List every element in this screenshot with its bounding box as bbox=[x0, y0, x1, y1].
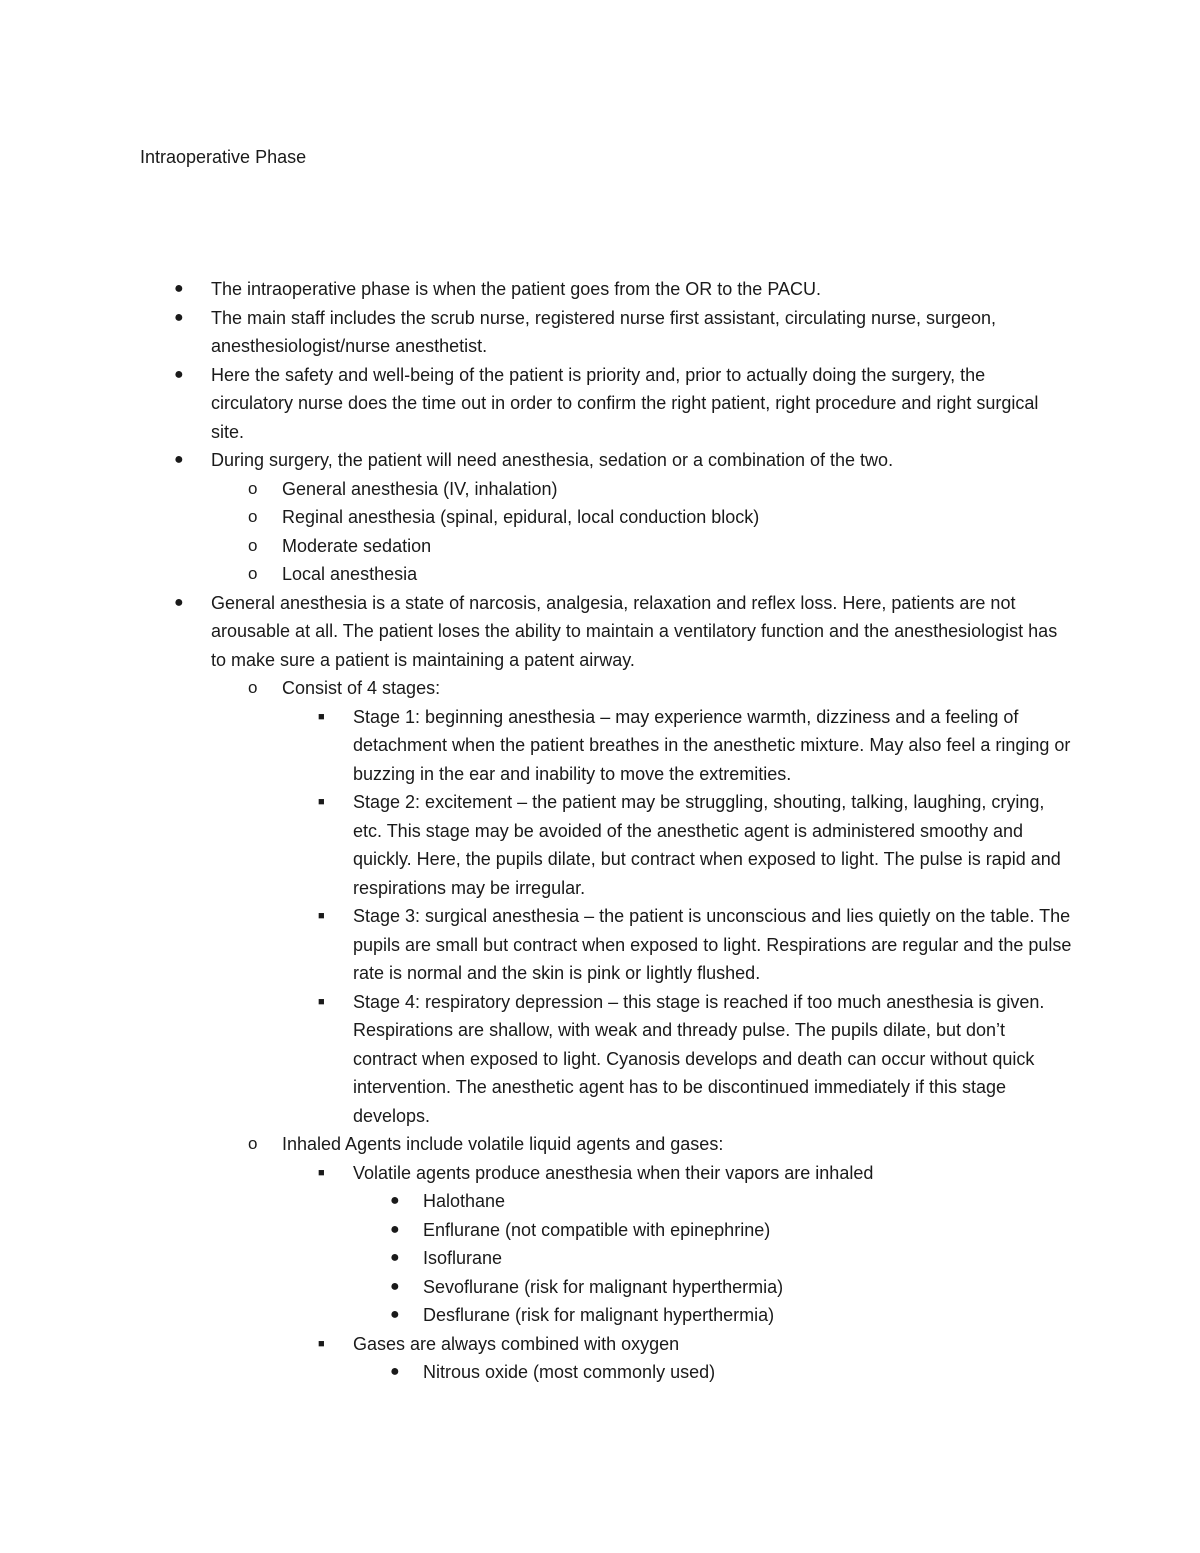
circle-bullet-icon: o bbox=[248, 1134, 258, 1153]
list-item bbox=[0, 902, 1073, 988]
general-anesthesia-sublist bbox=[0, 674, 1072, 1387]
list-item bbox=[0, 1273, 1073, 1302]
bullet-icon: ● bbox=[390, 1306, 400, 1323]
inhaled-agents-list bbox=[0, 1159, 1000, 1387]
list-item bbox=[0, 788, 1073, 902]
list-item bbox=[0, 503, 1072, 532]
square-bullet-icon: ■ bbox=[318, 1166, 325, 1179]
list-item bbox=[0, 1130, 1072, 1387]
bullet-icon: ● bbox=[390, 1192, 400, 1209]
bullet-icon: ● bbox=[174, 308, 184, 326]
list-item-text: Moderate sedation bbox=[282, 535, 432, 556]
document-title: Intraoperative Phase bbox=[140, 147, 307, 167]
list-item bbox=[0, 1216, 1073, 1245]
circle-bullet-icon: o bbox=[248, 507, 258, 526]
square-bullet-icon: ■ bbox=[318, 796, 325, 808]
circle-bullet-icon: o bbox=[248, 478, 258, 498]
circle-bullet-icon: o bbox=[248, 678, 258, 697]
list-item-text: During surgery, the patient will need anesthesia, sedation or a combination of the two. bbox=[211, 450, 894, 470]
gases-heading: Gases are always combined with oxygen bbox=[353, 1333, 680, 1354]
list-item-text: Desflurane (risk for malignant hyperthermia) bbox=[423, 1305, 775, 1325]
list-item bbox=[0, 1301, 1073, 1330]
stages-list bbox=[0, 703, 1072, 1131]
list-item bbox=[0, 674, 1072, 1130]
list-item-text: Stage 4: respiratory depression – this stage is reached if too much anesthesia is given. Respirations are shallow, with weak and thready pulse. The pupils dilate, but don’t contract when exposed to light. Cyanosis develops and death can occur without quick intervention. The anesthetic agent has to be discontinued immediately if this stage develops. bbox=[353, 991, 1045, 1126]
list-item bbox=[0, 1244, 1073, 1273]
list-item-text: Stage 2: excitement – the patient may be struggling, shouting, talking, laughing, crying, etc. This stage may be avoided of the anesthetic agent is administered smoothy and quickly. Here, the pupils dilate, but contract when exposed to light. The pulse is rapid and respirations may be irregular. bbox=[353, 792, 1061, 898]
main-bullet-list bbox=[0, 275, 1200, 1387]
bullet-icon: ● bbox=[174, 593, 184, 611]
bullet-icon: ● bbox=[390, 1249, 400, 1266]
bullet-icon: ● bbox=[174, 365, 184, 383]
bullet-icon: ● bbox=[174, 280, 184, 297]
list-item-text: General anesthesia (IV, inhalation) bbox=[282, 478, 558, 499]
list-item bbox=[0, 304, 1071, 361]
list-item bbox=[0, 361, 1071, 447]
bullet-icon: ● bbox=[390, 1220, 400, 1238]
circle-bullet-icon: o bbox=[248, 535, 258, 555]
list-item bbox=[0, 988, 1073, 1131]
square-bullet-icon: ■ bbox=[318, 910, 325, 922]
list-item bbox=[0, 446, 1071, 589]
list-item-text: Isoflurane bbox=[423, 1248, 503, 1268]
list-item-text: General anesthesia is a state of narcosis, analgesia, relaxation and reflex loss. Here, patients are not arousable at all. The patient loses the ability to maintain a ventilatory function and the anesthesiologist has to make sure a patient is maintaining a patent airway. bbox=[211, 592, 1058, 670]
square-bullet-icon: ■ bbox=[318, 710, 325, 723]
list-item-text: Nitrous oxide (most commonly used) bbox=[423, 1362, 716, 1382]
list-item-text: Enflurane (not compatible with epinephrine) bbox=[423, 1219, 771, 1240]
list-item-text: Stage 1: beginning anesthesia – may experience warmth, dizziness and a feeling of detachment when the patient breathes in the anesthetic mixture. May also feel a ringing or buzzing in the ear and inability to move the extremities. bbox=[353, 706, 1071, 784]
list-item-text: Reginal anesthesia (spinal, epidural, local conduction block) bbox=[282, 507, 760, 527]
list-item bbox=[0, 475, 1072, 504]
bullet-icon: ● bbox=[390, 1277, 400, 1295]
list-item-text: Halothane bbox=[423, 1191, 506, 1211]
document-body bbox=[0, 275, 1200, 1387]
list-item bbox=[0, 1187, 1073, 1216]
gases-list bbox=[0, 1358, 1000, 1387]
list-item bbox=[0, 532, 1072, 561]
list-item bbox=[0, 1159, 1073, 1330]
anesthesia-types-list bbox=[0, 475, 1000, 589]
list-item bbox=[0, 560, 1072, 589]
bullet-icon: ● bbox=[174, 451, 184, 468]
list-item-text: The main staff includes the scrub nurse, registered nurse first assistant, circulating nurse, surgeon, anesthesiologist/nurse anesthetist. bbox=[211, 307, 997, 356]
square-bullet-icon: ■ bbox=[318, 995, 325, 1008]
list-item bbox=[0, 275, 1071, 304]
list-item-text: Here the safety and well-being of the patient is priority and, prior to actually doing the surgery, the circulatory nurse does the time out in order to confirm the right patient, right procedure and right surgical site. bbox=[211, 364, 1039, 442]
list-item bbox=[0, 1330, 1073, 1387]
circle-bullet-icon: o bbox=[248, 564, 258, 583]
list-item-text: Stage 3: surgical anesthesia – the patient is unconscious and lies quietly on the table. The pupils are small but contract when exposed to light. Respirations are regular and the pulse rate is normal and the skin is pink or lightly flushed. bbox=[353, 906, 1072, 983]
square-bullet-icon: ■ bbox=[318, 1337, 325, 1350]
inhaled-agents-heading: Inhaled Agents include volatile liquid agents and gases: bbox=[282, 1134, 724, 1154]
list-item bbox=[0, 1358, 1073, 1387]
list-item bbox=[0, 703, 1073, 789]
list-item bbox=[0, 589, 1071, 1387]
volatile-agents-heading: Volatile agents produce anesthesia when their vapors are inhaled bbox=[353, 1162, 874, 1183]
volatile-agents-list bbox=[0, 1187, 1000, 1330]
list-item-text: Local anesthesia bbox=[282, 564, 418, 584]
bullet-icon: ● bbox=[390, 1363, 400, 1380]
list-item-text: Sevoflurane (risk for malignant hyperthermia) bbox=[423, 1276, 784, 1297]
list-item-text: The intraoperative phase is when the patient goes from the OR to the PACU. bbox=[211, 279, 821, 299]
stages-heading: Consist of 4 stages: bbox=[282, 678, 441, 698]
